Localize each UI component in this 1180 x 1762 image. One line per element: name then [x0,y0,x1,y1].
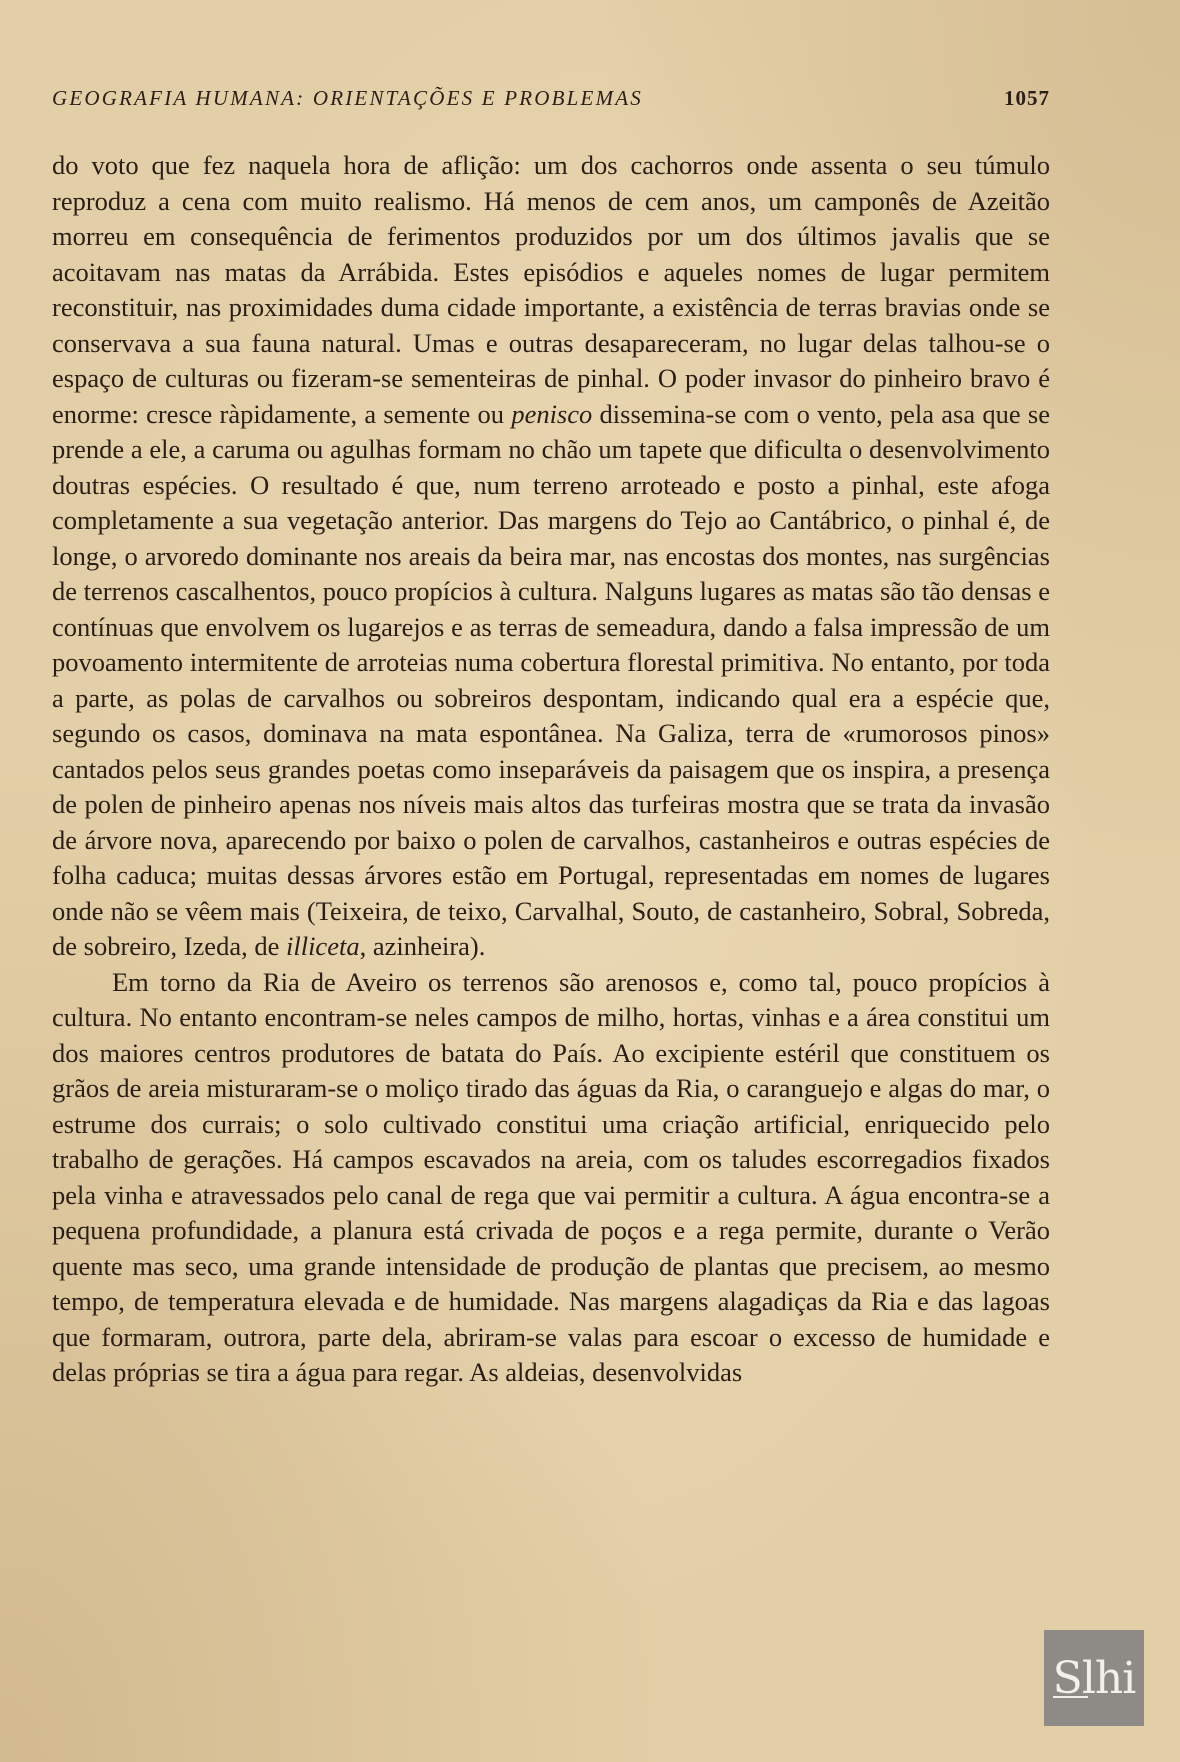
page-number: 1057 [1004,86,1050,110]
term-penisco: penisco [511,398,593,429]
paragraph-1-text-a: do voto que fez naquela hora de aflição: um dos cachorros onde assenta o seu túmulo reproduz a cena com muito realismo. Há menos de cem anos, um camponês de Azeitão morreu em consequência de ferimentos produzidos por um dos últimos javalis que se acoitavam nas matas da Arrábida. Estes episódios e aqueles nomes de lugar permitem reconstituir, nas proximidades duma cidade importante, a existência de terras bravias onde se conservava a sua fauna natural. Umas e outras desapareceram, no lugar delas talhou-se o espaço de culturas ou fizeram-se sementeiras de pinhal. O poder invasor do pinheiro bravo é enorme: cresce ràpidamente, a semente ou [52,150,1050,429]
running-head [52,86,1050,116]
watermark-letter-s: S [1052,1652,1082,1704]
term-illiceta: illiceta [285,931,360,961]
watermark-letters-lhi: lhi [1081,1652,1136,1704]
body-text [52,148,1050,1391]
running-head-title: GEOGRAFIA HUMANA: ORIENTAÇÕES E PROBLEMAS [52,86,644,110]
paragraph-2: Em torno da Ria de Aveiro os terrenos são arenosos e, como tal, pouco propícios à cultura. No entanto encontram-se neles campos de milho, hortas, vinhas e a área constitui um dos maiores centros produtores de batata do País. Ao excipiente estéril que constituem os grãos de areia misturaram-se o moliço tirado das águas da Ria, o caranguejo e algas do mar, o estrume dos currais; o solo cultivado constitui uma criação artificial, enriquecido pelo trabalho de gerações. Há campos escavados na areia, com os taludes escorregadios fixados pela vinha e atravessados pelo canal de rega que vai permitir a cultura. A água encontra-se a pequena profundidade, a planura está crivada de poços e a rega permite, durante o Verão quente mas seco, uma grande intensidade de produção de plantas que precisem, ao mesmo tempo, de temperatura elevada e de humidade. Nas margens alagadiças da Ria e das lagoas que formaram, outrora, parte dela, abriram-se valas para escoar o excesso de humidade e delas próprias se tira a água para regar. As aldeias, desenvolvidas [52,966,1050,1387]
paragraph-1-text-b: dissemina-se com o vento, pela asa que se prende a ele, a caruma ou agulhas formam no chão um tapete que dificulta o desenvolvimento doutras espécies. O resultado é que, num terreno arroteado e posto a pinhal, este afoga completamente a sua vegetação anterior. Das margens do Tejo ao Cantábrico, o pinhal é, de longe, o arvoredo dominante nos areais da beira mar, nas encostas dos montes, nas surgências de terrenos cascalhentos, pouco propícios à cultura. Nalguns lugares as matas são tão densas e contínuas que envolvem os lugarejos e as terras de semeadura, dando a falsa impressão de um povoamento intermitente de arroteias numa cobertura florestal primitiva. No entanto, por toda a parte, as polas de carvalhos ou sobreiros despontam, indicando qual era a espécie que, segundo os casos, dominava na mata espontânea. Na Galiza, terra de «rumorosos pinos» cantados pelos seus grandes poetas como inseparáveis da paisagem que os inspira, a presença de polen de pinheiro apenas nos níveis mais altos das turfeiras mostra que se trata da invasão de árvore nova, aparecendo por baixo o polen de carvalhos, castanheiros e outras espécies de folha caduca; muitas dessas árvores estão em Portugal, representadas em nomes de lugares onde não se vêem mais (Teixeira, de teixo, Carvalhal, Souto, de castanheiro, Sobral, Sobreda, de sobreiro, Izeda, de [52,398,1050,961]
paragraph-1-text-c: , azinheira). [359,931,486,961]
watermark-logo [1044,1630,1144,1726]
paragraph-1 [52,148,1050,965]
